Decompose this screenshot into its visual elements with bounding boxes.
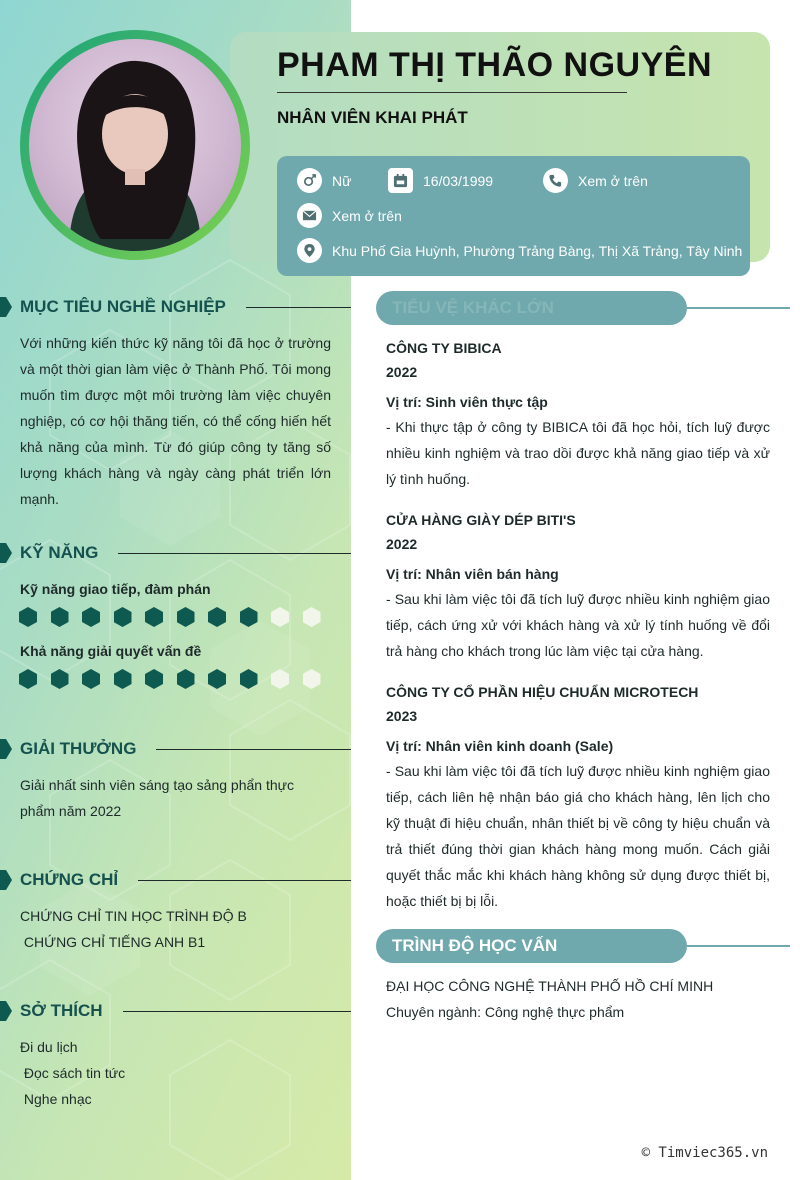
phone-item bbox=[543, 168, 648, 193]
skill-rating bbox=[19, 669, 321, 689]
job-year: 2022 bbox=[386, 536, 418, 552]
experience-entry bbox=[386, 508, 770, 664]
major: Chuyên ngành: Công nghệ thực phẩm bbox=[386, 1004, 625, 1020]
rating-hexagon bbox=[145, 669, 163, 689]
rating-hexagon bbox=[51, 607, 69, 627]
address-item bbox=[297, 238, 742, 263]
job-description: - Khi thực tập ở công ty BIBICA tôi đã học hỏi, tích luỹ được nhiều kinh nghiệm và trao dồi được khả năng giao tiếp và xử lý tình huống. bbox=[386, 419, 770, 487]
rating-hexagon bbox=[208, 669, 226, 689]
objective-divider bbox=[246, 307, 351, 308]
company-name: CỬA HÀNG GIÀY DÉP BITI'S bbox=[386, 512, 576, 528]
location-pin-icon bbox=[297, 238, 322, 263]
skills-divider bbox=[118, 553, 351, 554]
awards-section-title bbox=[0, 739, 351, 759]
objective-heading: MỤC TIÊU NGHỀ NGHIỆP bbox=[20, 297, 226, 316]
rating-hexagon bbox=[177, 607, 195, 627]
birthday-value: 16/03/1999 bbox=[423, 172, 494, 189]
hobbies-heading: SỞ THÍCH bbox=[20, 1001, 103, 1020]
rating-hexagon bbox=[208, 607, 226, 627]
skill-name: Khả năng giải quyết vấn đề bbox=[20, 643, 202, 659]
gender-value: Nữ bbox=[332, 172, 352, 189]
birthday-item bbox=[388, 168, 493, 193]
rating-hexagon bbox=[51, 669, 69, 689]
education-divider bbox=[687, 945, 790, 947]
section-marker-icon bbox=[0, 297, 12, 317]
gender-icon bbox=[297, 168, 322, 193]
rating-hexagon bbox=[271, 607, 289, 627]
company-name: CÔNG TY CỔ PHẦN HIỆU CHUẨN MICROTECH bbox=[386, 684, 699, 700]
experience-heading: TIỂU VỆ KHÁC LỚN bbox=[392, 298, 554, 317]
rating-hexagon bbox=[303, 607, 321, 627]
footer-watermark: © Timviec365.vn bbox=[641, 1145, 768, 1161]
experience-entry bbox=[386, 680, 770, 914]
phone-value: Xem ở trên bbox=[578, 172, 648, 189]
job-position: Vị trí: Sinh viên thực tập bbox=[386, 394, 548, 410]
profile-photo bbox=[29, 39, 241, 251]
education-section-title bbox=[376, 929, 687, 963]
name-underline bbox=[277, 92, 627, 93]
job-position: Vị trí: Nhân viên kinh doanh (Sale) bbox=[386, 738, 614, 754]
certificate-item: CHỨNG CHỈ TIN HỌC TRÌNH ĐỘ B bbox=[20, 908, 247, 924]
calendar-icon bbox=[388, 168, 413, 193]
job-description: - Sau khi làm việc tôi đã tích luỹ được nhiều kinh nghiệm giao tiếp, cách liên hệ nhận báo giá cho khách hàng, lên lịch cho kỹ thuật đi hiệu chuẩn, nhân thiết bị về công ty hiệu chuẩn và trả thiết đúng thời gian khách hàng mong muốn. Cách giải quyết thắc mắc khi khách hàng không sử dụng được thiết bị, hoặc thiết bị bị lỗi. bbox=[386, 763, 770, 909]
awards-text: Giải nhất sinh viên sáng tạo sảng phẩn thực phẩm năm 2022 bbox=[20, 777, 294, 819]
awards-divider bbox=[156, 749, 351, 750]
rating-hexagon bbox=[19, 607, 37, 627]
rating-hexagon bbox=[240, 669, 258, 689]
company-name: CÔNG TY BIBICA bbox=[386, 340, 502, 356]
job-year: 2022 bbox=[386, 364, 418, 380]
email-item bbox=[297, 203, 402, 228]
contact-info-box bbox=[277, 156, 750, 276]
hobby-item: Đi du lịch bbox=[20, 1039, 78, 1055]
job-position: Vị trí: Nhân viên bán hàng bbox=[386, 566, 559, 582]
rating-hexagon bbox=[240, 607, 258, 627]
skill-name: Kỹ năng giao tiếp, đàm phán bbox=[20, 581, 211, 597]
gender-item bbox=[297, 168, 351, 193]
rating-hexagon bbox=[145, 607, 163, 627]
envelope-icon bbox=[297, 203, 322, 228]
hobby-item: Đọc sách tin tức bbox=[20, 1065, 126, 1081]
skills-section-title bbox=[0, 543, 351, 563]
job-title: NHÂN VIÊN KHAI PHÁT bbox=[277, 108, 468, 127]
section-marker-icon bbox=[0, 543, 12, 563]
person-silhouette-icon bbox=[29, 39, 241, 251]
job-year: 2023 bbox=[386, 708, 418, 724]
email-value: Xem ở trên bbox=[332, 207, 402, 224]
certificates-section-title bbox=[0, 870, 351, 890]
objective-section-title bbox=[0, 297, 351, 317]
rating-hexagon bbox=[19, 669, 37, 689]
section-marker-icon bbox=[0, 1001, 12, 1021]
candidate-name: PHAM THỊ THÃO NGUYÊN bbox=[277, 46, 712, 84]
experience-entry bbox=[386, 336, 770, 492]
profile-photo-frame bbox=[20, 30, 250, 260]
rating-hexagon bbox=[114, 607, 132, 627]
rating-hexagon bbox=[303, 669, 321, 689]
certificates-heading: CHỨNG CHỈ bbox=[20, 870, 119, 889]
education-heading: TRÌNH ĐỘ HỌC VẤN bbox=[392, 936, 558, 955]
rating-hexagon bbox=[271, 669, 289, 689]
hobbies-divider bbox=[123, 1011, 351, 1012]
skills-heading: KỸ NĂNG bbox=[20, 543, 99, 562]
address-value: Khu Phố Gia Huỳnh, Phường Trảng Bàng, Thị Xã Trảng, Tây Ninh bbox=[332, 242, 743, 259]
hobbies-section-title bbox=[0, 1001, 351, 1021]
rating-hexagon bbox=[114, 669, 132, 689]
certificates-divider bbox=[138, 880, 351, 881]
school-name: ĐẠI HỌC CÔNG NGHỆ THÀNH PHỐ HỒ CHÍ MINH bbox=[386, 978, 714, 994]
experience-section-title bbox=[376, 291, 687, 325]
experience-divider bbox=[687, 307, 790, 309]
education-entry bbox=[386, 973, 770, 1025]
skill-rating bbox=[19, 607, 321, 627]
rating-hexagon bbox=[82, 669, 100, 689]
hobby-item: Nghe nhạc bbox=[20, 1091, 92, 1107]
rating-hexagon bbox=[177, 669, 195, 689]
phone-icon bbox=[543, 168, 568, 193]
job-description: - Sau khi làm việc tôi đã tích luỹ được nhiều kinh nghiệm giao tiếp, cách ứng xử với khách hàng và xử lý tính huống về đổi trả hàng cho khách trong lúc làm việc tại cửa hàng. bbox=[386, 591, 770, 659]
rating-hexagon bbox=[82, 607, 100, 627]
awards-heading: GIẢI THƯỞNG bbox=[20, 739, 137, 758]
section-marker-icon bbox=[0, 870, 12, 890]
section-marker-icon bbox=[0, 739, 12, 759]
certificate-item: CHỨNG CHỈ TIẾNG ANH B1 bbox=[20, 934, 206, 950]
objective-text: Với những kiến thức kỹ năng tôi đã học ở trường và một thời gian làm việc ở Thành Phố. Tôi mong muốn tìm được một môi trường làm việc chuyên nghiệp, có cơ hội thăng tiến, có thể cống hiến hết khả năng của mình. Từ đó giúp công ty tăng số lượng khách hàng và ngày càng phát triển lớn mạnh. bbox=[20, 335, 331, 507]
